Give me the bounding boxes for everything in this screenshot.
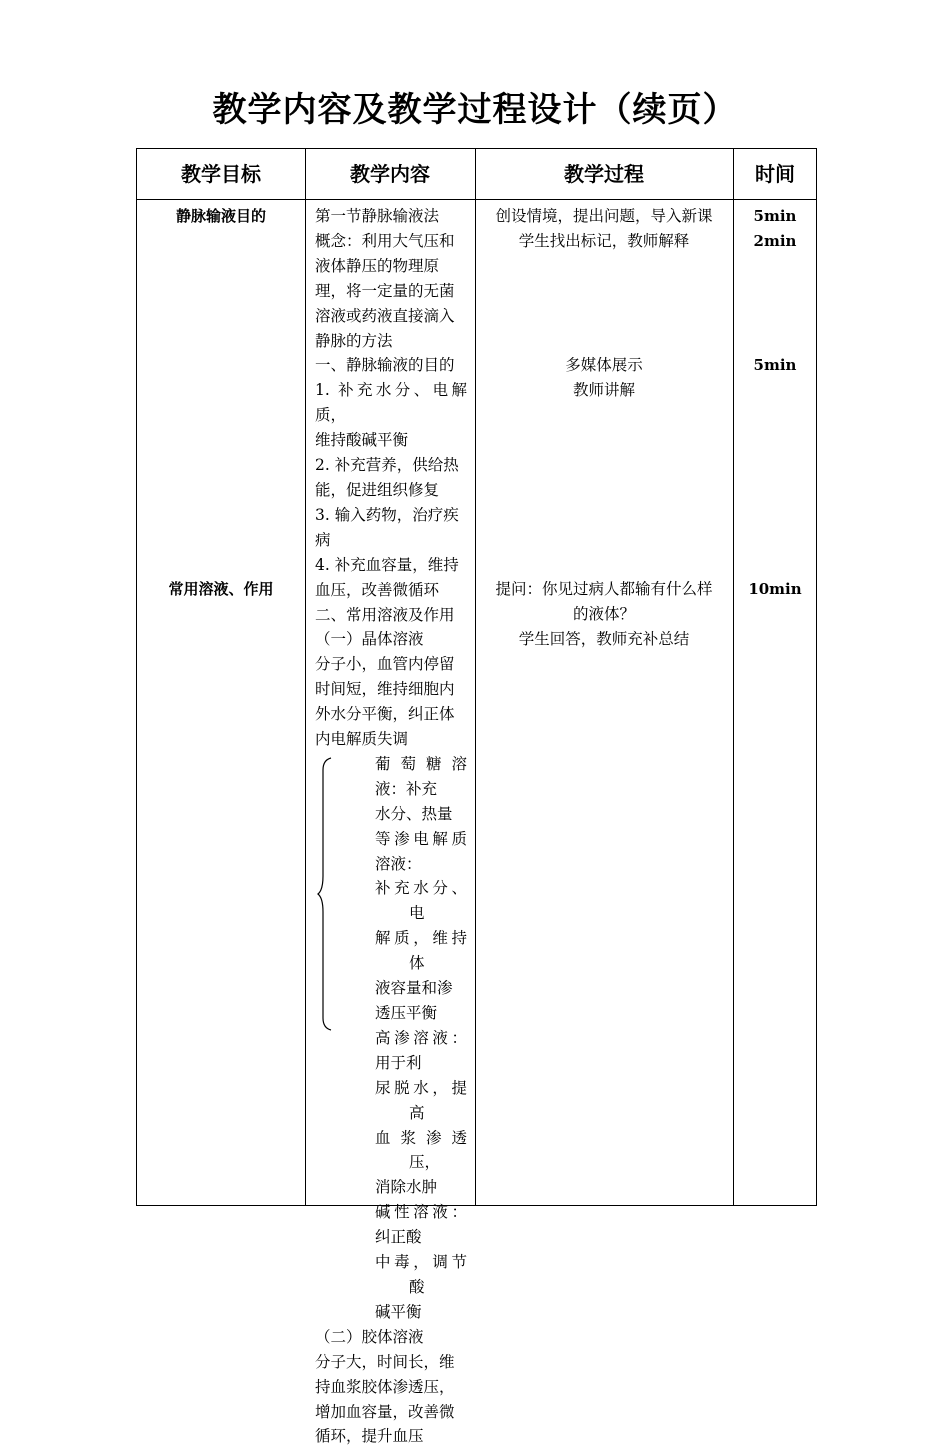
content-line: 1. 补充水分、电解质， — [315, 381, 467, 425]
content-line: 分子大，时间长，维 — [315, 1352, 455, 1371]
column-divider — [733, 149, 734, 1205]
content-line: 能，促进组织修复 — [315, 480, 440, 499]
content-line: 时间短，维持细胞内 — [315, 680, 455, 699]
header-time: 时间 — [755, 162, 795, 186]
header-process: 教学过程 — [564, 162, 644, 186]
lesson-table — [136, 148, 817, 1446]
crystalloid-sublist — [315, 752, 467, 1325]
content-line: 内电解质失调 — [315, 730, 409, 749]
sublist-item-hypertonic: 高渗溶液：用于利 尿脱水，提高 血浆渗透压， 消除水肿 — [375, 1028, 467, 1197]
content-line: 溶液或药液直接滴入 — [315, 306, 455, 325]
content-line: 循环，提升血压 — [315, 1427, 424, 1446]
sublist-item-isotonic: 等渗电解质溶液： 补充水分、电 解质，维持体 液容量和渗 透压平衡 — [375, 829, 467, 1022]
content-line: 理，将一定量的无菌 — [315, 281, 455, 300]
content-line: 第一节静脉输液法 — [315, 207, 440, 225]
column-divider — [475, 149, 476, 1205]
header-content: 教学内容 — [350, 162, 430, 186]
content-line: 2. 补充营养，供给热 — [315, 456, 459, 475]
time-block-3: 10min — [748, 580, 802, 598]
content-line: （一）晶体溶液 — [315, 630, 424, 649]
page-title: 教学内容及教学过程设计（续页） — [212, 90, 738, 130]
content-line: 增加血容量，改善微 — [315, 1402, 455, 1421]
goal-solutions: 常用溶液、作用 — [168, 580, 274, 598]
column-divider — [305, 149, 306, 1205]
header-divider — [137, 199, 816, 200]
content-line: 二、常用溶液及作用 — [315, 605, 455, 624]
content-line: 维持酸碱平衡 — [315, 431, 409, 450]
content-line: 液体静压的物理原 — [315, 256, 440, 275]
header-goal: 教学目标 — [181, 162, 261, 186]
content-line: 血压，改善微循环 — [315, 580, 440, 599]
sublist-item-alkaline: 碱性溶液：纠正酸 中毒，调节酸 碱平衡 — [375, 1203, 467, 1321]
process-question: 提问：你见过病人都输有什么样 的液体？ 学生回答，教师充补总结 — [495, 580, 713, 648]
content-line: 概念：利用大气压和 — [315, 231, 455, 250]
goal-purpose: 静脉输液目的 — [175, 207, 266, 225]
curly-brace-icon — [317, 756, 333, 1032]
content-line: 病 — [315, 530, 331, 549]
content-line: 持血浆胶体渗透压， — [315, 1377, 455, 1396]
content-line: （二）胶体溶液 — [315, 1327, 424, 1346]
content-line: 3. 输入药物，治疗疾 — [315, 505, 459, 524]
content-line: 4. 补充血容量，维持 — [315, 555, 459, 574]
time-block-2: 5min — [753, 356, 797, 374]
content-line: 外水分平衡，纠正体 — [315, 705, 455, 724]
content-column — [315, 204, 467, 1449]
content-line: 静脉的方法 — [315, 331, 393, 350]
content-line: 分子小，血管内停留 — [315, 655, 455, 674]
sublist-item-glucose: 葡萄糖溶液：补充 水分、热量 — [375, 754, 467, 823]
content-line: 一、静脉输液的目的 — [315, 356, 455, 375]
process-multimedia: 多媒体展示 教师讲解 — [565, 356, 643, 399]
time-block-1: 5min 2min — [753, 207, 797, 250]
process-intro: 创设情境，提出问题，导入新课 学生找出标记，教师解释 — [495, 207, 713, 250]
